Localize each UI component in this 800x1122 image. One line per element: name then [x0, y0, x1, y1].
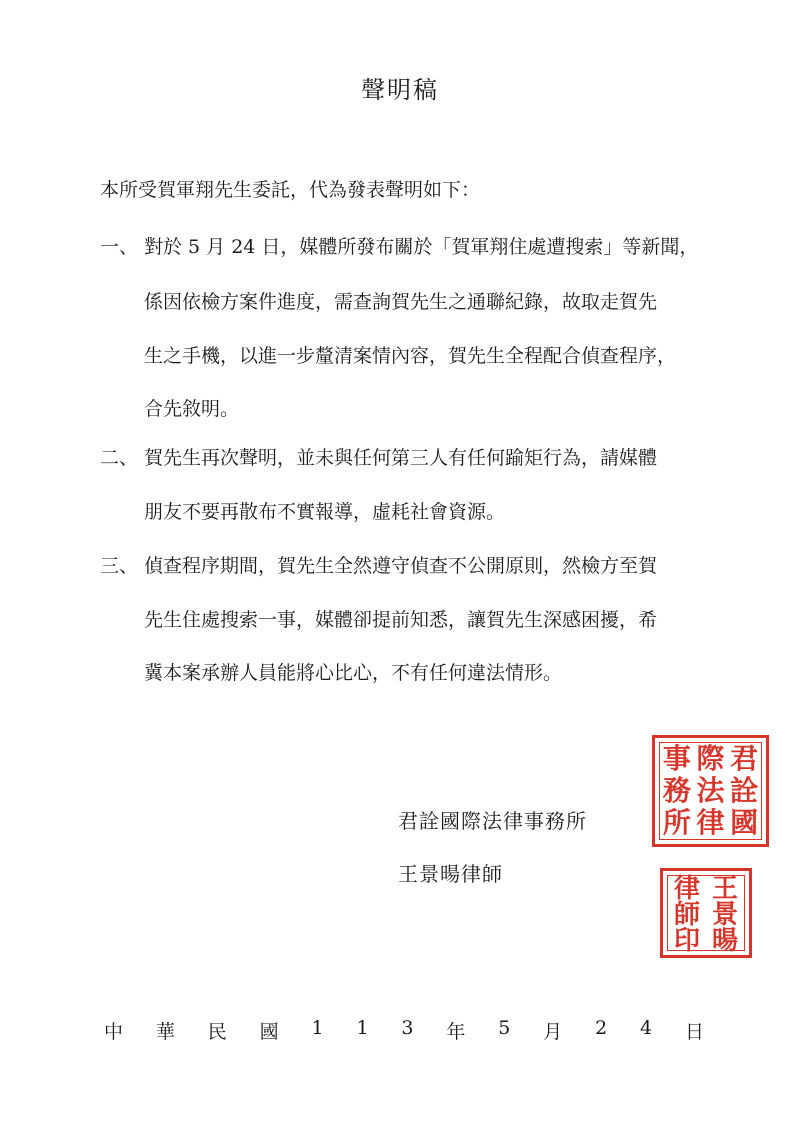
- item-line: 對於 5 月 24 日，媒體所發布關於「賀軍翔住處遭搜索」等新聞，: [144, 236, 699, 258]
- firm-seal-char: 法: [696, 774, 725, 807]
- date-char: 年: [446, 1021, 466, 1043]
- firm-seal-char: 國: [730, 806, 759, 839]
- lawyer-seal-char: 師: [673, 900, 700, 930]
- date-char: 5: [498, 1017, 511, 1039]
- firm-seal-char: 君: [730, 742, 759, 775]
- lawyer-seal-char: 王: [711, 874, 738, 904]
- date-char: 月: [543, 1021, 563, 1043]
- item-line: 賀先生再次聲明，並未與任何第三人有任何踰矩行為，請媒體: [144, 447, 658, 469]
- item-line: 係因依檢方案件進度，需查詢賀先生之通聯紀錄，故取走賀先: [144, 291, 658, 313]
- firm-seal-char: 務: [662, 774, 691, 807]
- firm-seal-char: 律: [696, 806, 725, 839]
- lawyer-seal-char: 印: [673, 926, 700, 956]
- date-char: 日: [684, 1021, 704, 1043]
- firm-name: 君詮國際法律事務所: [398, 809, 587, 833]
- lawyer-seal-char: 律: [673, 874, 700, 904]
- item-line: 朋友不要再散布不實報導，虛耗社會資源。: [144, 501, 506, 523]
- date-char: 國: [259, 1021, 279, 1043]
- item-number: 一、: [100, 236, 139, 258]
- document-title: 聲明稿: [361, 76, 439, 104]
- date-char: 1: [356, 1017, 369, 1039]
- firm-seal-char: 所: [662, 806, 691, 839]
- date-char: 2: [595, 1017, 608, 1039]
- item-number: 三、: [100, 555, 139, 577]
- date-char: 中: [104, 1021, 124, 1043]
- date-char: 3: [401, 1017, 414, 1039]
- date-char: 1: [311, 1017, 324, 1039]
- lawyer-seal-char: 景: [711, 900, 738, 930]
- intro-paragraph: 本所受賀軍翔先生委託，代為發表聲明如下：: [100, 179, 481, 201]
- item-line: 偵查程序期間，賀先生全然遵守偵查不公開原則，然檢方至賀: [144, 555, 658, 577]
- lawyer-seal: [660, 868, 752, 958]
- firm-seal: [652, 735, 769, 847]
- date-char: 華: [155, 1021, 175, 1043]
- item-line: 先生住處搜索一事，媒體卻提前知悉，讓賀先生深感困擾，希: [144, 609, 658, 631]
- item-number: 二、: [100, 447, 139, 469]
- lawyer-name: 王景暘律師: [398, 862, 503, 886]
- date-char: 4: [640, 1017, 653, 1039]
- lawyer-seal-char: 暘: [711, 926, 738, 956]
- firm-seal-char: 詮: [730, 774, 759, 807]
- item-line: 合先敘明。: [144, 398, 240, 420]
- document-date: [104, 1017, 704, 1044]
- firm-seal-char: 際: [696, 742, 725, 775]
- firm-seal-char: 事: [662, 742, 691, 775]
- item-line: 冀本案承辦人員能將心比心，不有任何違法情形。: [144, 662, 563, 684]
- date-char: 民: [207, 1021, 227, 1043]
- item-line: 生之手機，以進一步釐清案情內容，賀先生全程配合偵查程序，: [144, 345, 677, 367]
